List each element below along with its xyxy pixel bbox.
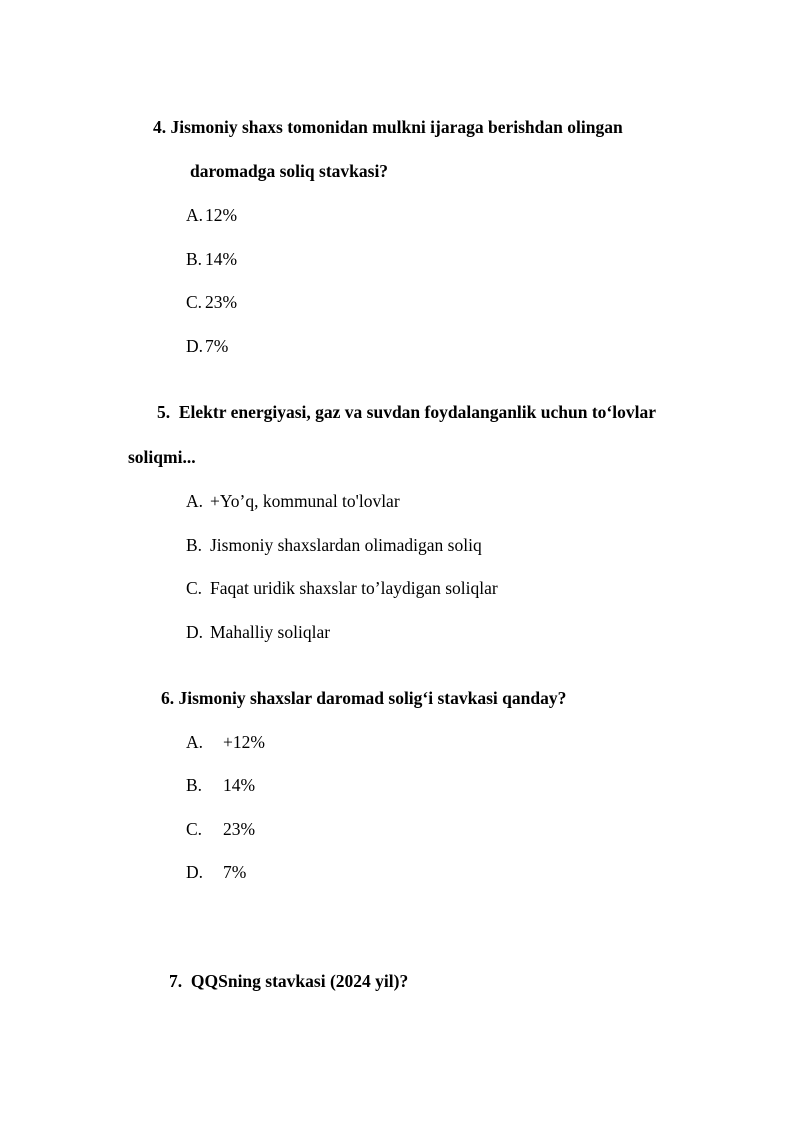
question-5-option-c[interactable]: [186, 578, 498, 598]
option-letter: B.: [186, 775, 203, 795]
question-6-text: Jismoniy shaxslar daromad solig‘i stavkasi qanday?: [178, 688, 567, 708]
question-5-option-a[interactable]: [186, 491, 400, 511]
question-4-option-a[interactable]: [186, 205, 237, 225]
question-4-option-c[interactable]: [186, 292, 237, 312]
question-6-option-a[interactable]: [186, 732, 265, 752]
option-text: 7%: [223, 862, 247, 882]
question-6-option-d[interactable]: [186, 862, 246, 882]
question-5-option-d[interactable]: [186, 622, 330, 642]
question-6-option-b[interactable]: [186, 775, 255, 795]
question-5-line2: soliqmi...: [128, 447, 196, 467]
option-letter: B.: [186, 535, 203, 555]
option-text: 23%: [223, 819, 256, 839]
option-text: 14%: [223, 775, 256, 795]
option-text: 12%: [205, 205, 238, 225]
option-letter: B.: [186, 249, 203, 269]
option-text: +Yo’q, kommunal to'lovlar: [210, 491, 400, 511]
option-letter: C.: [186, 292, 203, 312]
option-text: Mahalliy soliqlar: [210, 622, 331, 642]
question-6-number: 6.: [161, 688, 175, 708]
question-5-line1: [157, 402, 656, 422]
option-letter: A.: [186, 491, 204, 511]
question-6-option-c[interactable]: [186, 819, 255, 839]
question-4-number: 4.: [153, 117, 167, 137]
question-5-option-b[interactable]: [186, 535, 482, 555]
question-5-number: 5.: [157, 402, 171, 422]
option-letter: D.: [186, 862, 204, 882]
question-4-option-b[interactable]: [186, 249, 237, 269]
option-text: 7%: [205, 336, 229, 356]
option-letter: A.: [186, 205, 204, 225]
option-letter: D.: [186, 336, 204, 356]
option-text: Faqat uridik shaxslar to’laydigan soliqlar: [210, 578, 498, 598]
option-letter: A.: [186, 732, 204, 752]
question-7-number: 7.: [169, 971, 183, 991]
option-text: +12%: [223, 732, 265, 752]
question-5-text: Elektr energiyasi, gaz va suvdan foydalanganlik uchun to‘lovlar: [178, 402, 656, 422]
question-4-line2: daromadga soliq stavkasi?: [190, 161, 389, 181]
question-7-text: QQSning stavkasi (2024 yil)?: [190, 971, 409, 991]
option-letter: D.: [186, 622, 204, 642]
question-4-option-d[interactable]: [186, 336, 228, 356]
option-text: 14%: [205, 249, 238, 269]
option-text: 23%: [205, 292, 238, 312]
question-4-text: Jismoniy shaxs tomonidan mulkni ijaraga berishdan olingan: [170, 117, 623, 137]
question-6-line1: [161, 688, 566, 708]
option-letter: C.: [186, 819, 203, 839]
option-text: Jismoniy shaxslardan olimadigan soliq: [210, 535, 482, 555]
option-letter: C.: [186, 578, 203, 598]
question-4-line1: [153, 117, 623, 137]
question-7-line1: [169, 971, 408, 991]
